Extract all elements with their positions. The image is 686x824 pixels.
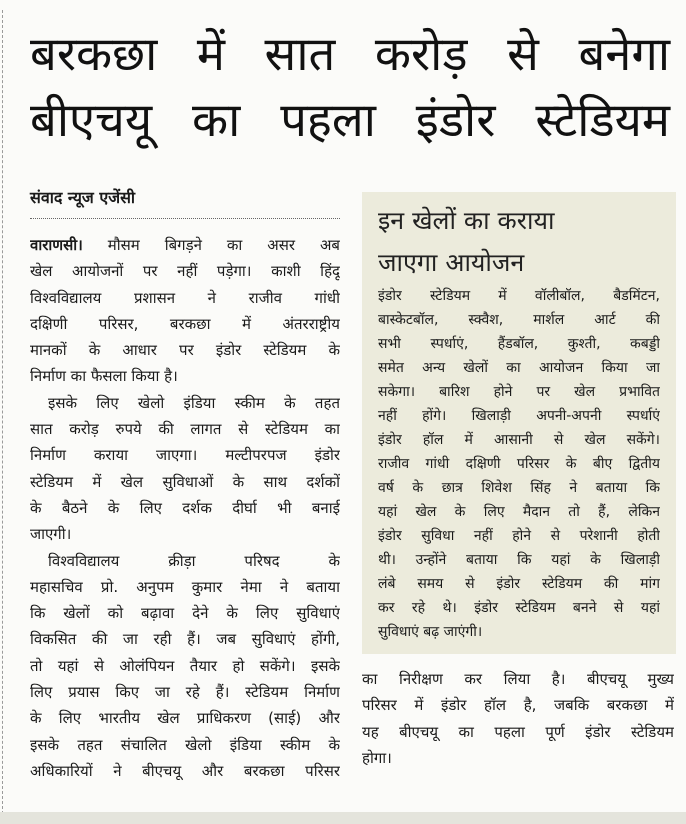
headline-line: बरकछा में सात करोड़ से बनेगा: [30, 27, 670, 82]
text-line: का निरीक्षण कर लिया है। बीएचयू मुख्य: [362, 670, 674, 688]
text-line: परिसर में इंडोर हॉल है, जबकि बरकछा में: [362, 696, 674, 715]
text-line: महासचिव प्रो. अनुपम कुमार नेमा ने बताया: [30, 577, 340, 596]
text-line: इंडोर हॉल में आसानी से खेल सकेंगे।: [378, 432, 660, 448]
text-line: तो यहां से ओलंपियन तैयार हो सकेंगे। इसके: [30, 656, 340, 675]
sidebar-heading-line: जाएगा आयोजन: [378, 248, 525, 277]
text-line: मानकों के आधार पर इंडोर स्टेडियम के: [30, 341, 340, 360]
text-line: विश्वविद्यालय क्रीड़ा परिषद के: [48, 551, 340, 570]
text-line: खेल आयोजनों पर नहीं पड़ेगा। काशी हिंदू: [30, 262, 340, 281]
dateline: वाराणसी।: [30, 236, 83, 254]
text-line: सुविधाएं बढ़ जाएंगी।: [378, 624, 483, 640]
text-line: समेत अन्य खेलों का आयोजन किया जा: [378, 360, 660, 376]
text-line: वर्ष के छात्र शिवेश सिंह ने बताया कि: [378, 480, 660, 496]
text-line: अधिकारियों ने बीएचयू और बरकछा परिसर: [30, 761, 340, 780]
text-line: दक्षिणी परिसर, बरकछा में अंतरराष्ट्रीय: [30, 314, 340, 333]
text-line: राजीव गांधी दक्षिणी परिसर के बीए द्वितीय: [378, 456, 660, 472]
text-line: कर रहे थे। इंडोर स्टेडियम बनने से यहां: [378, 600, 660, 616]
text-line: लंबे समय से इंडोर स्टेडियम की मांग: [378, 576, 660, 592]
text-line: यह बीएचयू का पहला पूर्ण इंडोर स्टेडियम: [362, 722, 674, 741]
sidebar-body: [378, 284, 660, 644]
text-line: विश्वविद्यालय प्रशासन ने राजीव गांधी: [30, 288, 340, 307]
text-line: सात करोड़ रुपये की लागत से स्टेडियम का: [30, 420, 340, 439]
byline-divider: [30, 218, 340, 219]
lead-text: मौसम बिगड़ने का असर अब: [82, 236, 340, 254]
article-continuation: [362, 666, 674, 771]
clipping-edge: [2, 10, 3, 824]
text-line: निर्माण का फैसला किया है।: [30, 367, 178, 386]
text-line: नहीं होंगे। खिलाड़ी अपनी-अपनी स्पर्धाएं: [378, 408, 660, 424]
text-line: [30, 232, 340, 258]
sidebar-box: [362, 192, 676, 654]
text-line: इंडोर स्टेडियम में वॉलीबॉल, बैडमिंटन,: [378, 288, 660, 304]
text-line: के लिए भारतीय खेल प्राधिकरण (साई) और: [30, 709, 340, 728]
text-line: लिए प्रयास किए जा रहे हैं। स्टेडियम निर्माण: [30, 683, 340, 702]
text-line: सभी स्पर्धाएं, हैंडबॉल, कुश्ती, कबड्डी: [378, 336, 660, 352]
text-line: जाएगी।: [30, 525, 72, 544]
headline: [30, 22, 670, 154]
text-line: इसके लिए खेलो इंडिया स्कीम के तहत: [48, 393, 340, 412]
byline: संवाद न्यूज एजेंसी: [30, 188, 136, 207]
text-line: के बैठने के लिए दर्शक दीर्घा भी बनाई: [30, 498, 340, 517]
text-line: निर्माण कराया जाएगा। मल्टीपरपज इंडोर: [30, 446, 340, 465]
next-article-strip: [0, 812, 686, 824]
sidebar-heading-line: इन खेलों का कराया: [378, 206, 555, 235]
text-line: बास्केटबॉल, स्क्वैश, मार्शल आर्ट की: [378, 312, 660, 328]
text-line: इसके तहत संचालित खेलो इंडिया स्कीम के: [30, 735, 340, 754]
text-line: सकेगा। बारिश होने पर खेल प्रभावित: [378, 384, 660, 400]
text-line: विकसित की जा रही हैं। जब सुविधाएं होंगी,: [30, 630, 340, 649]
article-body: [30, 232, 340, 784]
text-line: थी। उन्होंने बताया कि यहां के खिलाड़ी: [378, 552, 660, 568]
text-line: स्टेडियम में खेल सुविधाओं के साथ दर्शकों: [30, 472, 340, 491]
text-line: होगा।: [362, 748, 392, 767]
headline-line: बीएचयू का पहला इंडोर स्टेडियम: [30, 93, 670, 148]
text-line: इंडोर सुविधा नहीं होने से परेशानी होती: [378, 528, 660, 544]
text-line: कि खेलों को बढ़ावा देने के लिए सुविधाएं: [30, 604, 340, 623]
sidebar-heading: [378, 200, 554, 284]
text-line: यहां खेल के लिए मैदान तो हैं, लेकिन: [378, 504, 660, 520]
